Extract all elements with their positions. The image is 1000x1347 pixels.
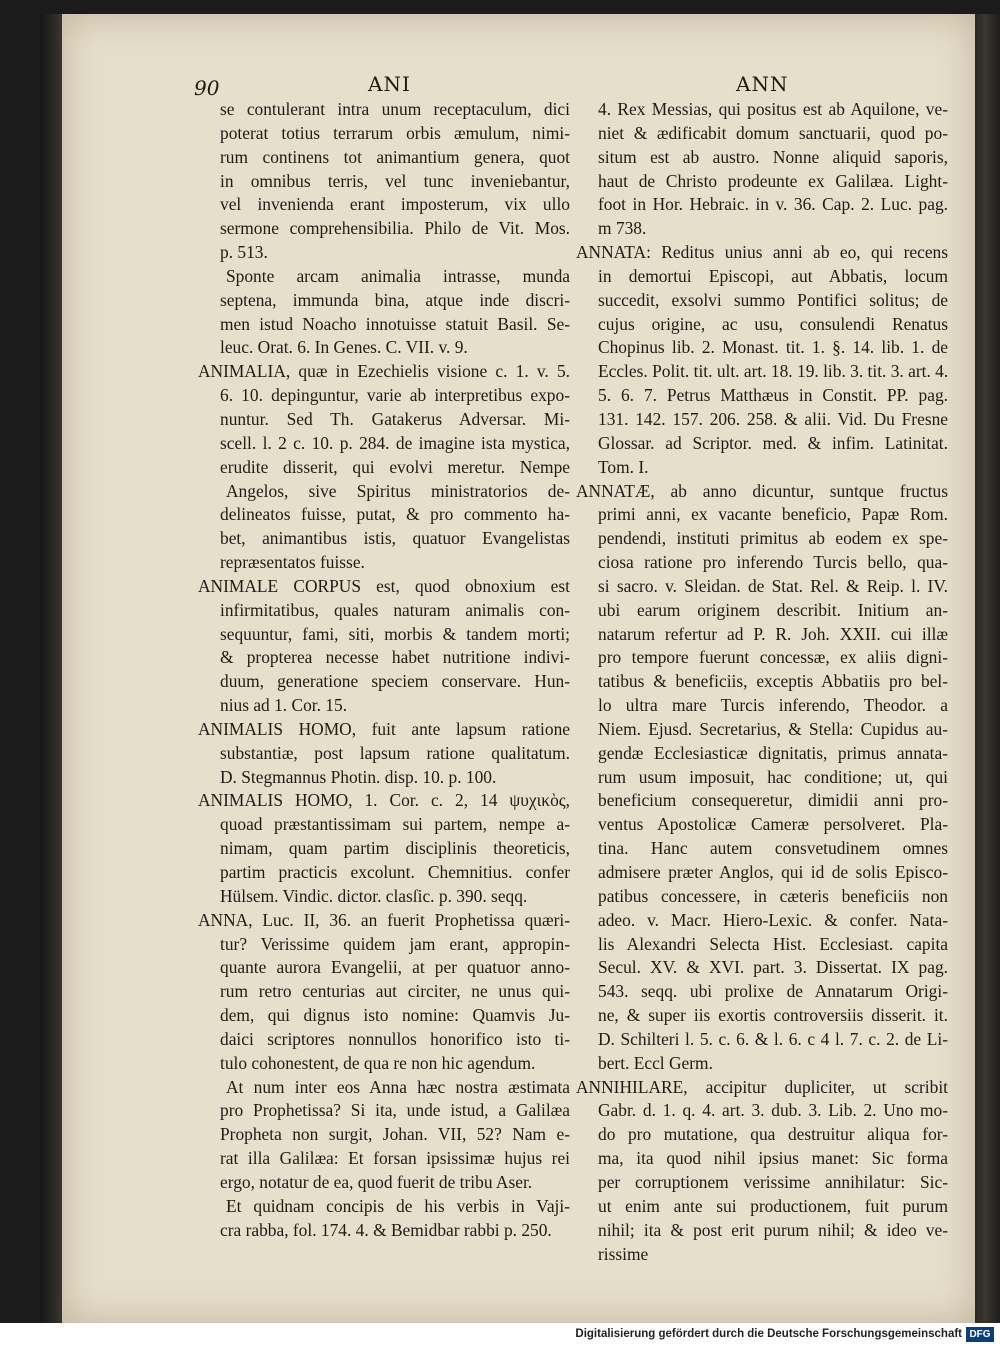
text-line: Et quidnam concipis de his verbis in Vaji-	[226, 1195, 570, 1216]
right-running-head: ANN	[736, 72, 789, 96]
text-line: Tom. I.	[598, 456, 649, 477]
text-line: Eccles. Polit. tit. ult. art. 18. 19. lib. 3. tit. 3. art. 4.	[598, 361, 948, 382]
book-gutter-shadow	[40, 14, 62, 1323]
text-line: delineatos fuisse, putat, & pro commento ha-	[220, 504, 570, 525]
text-line: se contulerant intra unum receptaculum, dici	[220, 99, 570, 119]
text-line: lo ultra mare Turcis inferendo, Theodor. a	[598, 695, 948, 716]
text-line: tur? Verissime quidem jam erant, appropin-	[220, 933, 570, 954]
text-line: D. Schilteri l. 5. c. 6. & l. 6. c 4 l. 7. c. 2. de Li-	[598, 1028, 948, 1049]
text-line: Niem. Ejusd. Secretarius, & Stella: Cupidus au-	[598, 718, 948, 739]
text-line: At num inter eos Anna hæc nostra æstimata	[226, 1076, 570, 1097]
right-text-column	[576, 98, 948, 1266]
text-line: Secul. XV. & XVI. part. 3. Dissertat. IX pag.	[598, 957, 948, 978]
text-line: Gabr. d. 1. q. 4. art. 3. dub. 3. Lib. 2. Uno mo-	[598, 1100, 948, 1121]
text-line: poterat totius terrarum orbis æmulum, nimi-	[220, 122, 570, 143]
text-line: ergo, notatur de ea, quod fuerit de tribu Aser.	[220, 1171, 533, 1192]
text-line: nimam, quam partim disciplinis theoreticis,	[220, 838, 570, 859]
text-line: Propheta non surgit, Johan. VII, 52? Nam e-	[220, 1124, 570, 1145]
text-line: men istud Noacho innotuisse statuit Basil. Se-	[220, 313, 570, 334]
text-line: ciosa ratione pro inferendo Turcis bello, qua-	[598, 552, 948, 573]
text-line: repræsentatos fuisse.	[220, 552, 365, 573]
text-line: rum retro centurias aut circiter, ne unus qui-	[220, 981, 570, 1002]
text-line: ventus Apostolicæ Cameræ persolveret. Pla-	[598, 814, 948, 835]
text-line: per corruptionem verissime annihilatur: Sic-	[598, 1171, 948, 1192]
text-line: pro tempore fuerunt concessæ, ex aliis digni-	[598, 647, 948, 668]
text-line: si sacro. v. Sleidan. de Stat. Rel. & Reip. l. IV.	[598, 575, 948, 596]
text-line: ANIMALIA, quæ in Ezechielis visione c. 1. v. 5.	[198, 361, 570, 382]
text-line: tatibus & beneficiis, exceptis Abbatiis pro bel-	[598, 671, 948, 692]
text-line: & propterea necesse habet nutritione indivi-	[220, 647, 570, 668]
text-line: bert. Eccl Germ.	[598, 1052, 713, 1073]
text-line: p. 513.	[220, 242, 268, 263]
text-line: ANNA, Luc. II, 36. an fuerit Prophetissa quæri-	[198, 909, 570, 930]
text-line: 5. 6. 7. Petrus Matthæus in Constit. PP. pag.	[598, 385, 948, 406]
digitization-footer	[0, 1323, 1000, 1347]
text-line: quoad præstantissimam sui partem, nempe a-	[220, 814, 570, 835]
text-line: tina. Hanc autem consvetudinem omnes	[598, 838, 948, 859]
text-line: m 738.	[598, 218, 647, 239]
page-number: 90	[194, 76, 220, 100]
text-line: gendæ Ecclesiasticæ dignitatis, primus annata-	[598, 742, 948, 763]
text-line: 543. seqq. ubi prolixe de Annatarum Origi-	[598, 981, 948, 1002]
text-line: Sponte arcam animalia intrasse, munda	[226, 265, 570, 286]
text-line: haut de Christo prodeunte ex Galilæa. Light-	[598, 170, 948, 191]
text-line: substantiæ, post lapsum ratione qualitatum.	[220, 742, 570, 763]
text-line: nihil; ita & post erit purum nihil; & ideo ve-	[598, 1219, 948, 1240]
text-line: vel invenienda erant imposterum, vix ullo	[220, 194, 570, 215]
text-line: ut enim ante sui productionem, fuit purum	[598, 1195, 948, 1216]
text-line: adeo. v. Macr. Hiero-Lexic. & confer. Nata-	[598, 909, 948, 930]
text-line: sermone comprehensibilia. Philo de Vit. Mos.	[220, 218, 570, 239]
text-line: Hülsem. Vindic. dictor. clasſic. p. 390. seqq.	[220, 885, 528, 906]
text-line: Chopinus lib. 2. Monast. tit. 1. §. 14. lib. 1. de	[598, 337, 948, 358]
text-line: do pro mutatione, qua destruitur aliqua for-	[598, 1124, 948, 1145]
text-line: D. Stegmannus Photin. disp. 10. p. 100.	[220, 766, 497, 787]
text-line: ANIMALE CORPUS est, quod obnoxium est	[198, 575, 570, 596]
text-line: in demortui Episcopi, aut Abbatis, locum	[598, 265, 948, 286]
text-line: sequuntur, fami, siti, morbis & tandem morti;	[220, 623, 570, 644]
text-line: 4. Rex Messias, qui positus est ab Aquilone, ve-	[598, 99, 948, 119]
text-line: ne, & super iis exortis controversiis disserit. it.	[598, 1005, 948, 1026]
text-line: tulo cohonestent, de qua re non hic agendum.	[220, 1052, 536, 1073]
text-line: rum continens tot animantium genera, quot	[220, 146, 570, 167]
text-line: in omnibus terris, vel tunc inveniebantur,	[220, 170, 570, 191]
text-line: Angelos, sive Spiritus ministratorios de-	[226, 480, 570, 501]
text-line: partim practicis excolunt. Chemnitius. confer	[220, 862, 570, 882]
text-line: quante aurora Evangelii, at per quatuor anno-	[220, 957, 570, 978]
text-line: septena, immunda bina, atque inde discri-	[220, 289, 570, 310]
text-line: ubi earum originem describit. Initium an-	[598, 599, 948, 620]
text-line: leuc. Orat. 6. In Genes. C. VII. v. 9.	[220, 337, 468, 358]
text-line: ANIMALIS HOMO, 1. Cor. c. 2, 14 ψυχικὸς,	[198, 790, 570, 811]
text-line: Glossar. ad Scriptor. med. & infim. Latinitat.	[598, 432, 948, 453]
text-line: beneficium consequeretur, dimidii anni pro-	[598, 790, 948, 811]
text-line: rum usum imposuit, hac conditione; ut, qui	[598, 766, 948, 787]
text-line: nuntur. Sed Th. Gatakerus Adversar. Mi-	[220, 408, 570, 429]
text-line: lis Alexandri Selecta Hist. Ecclesiast. capita	[598, 933, 948, 954]
text-line: daici scriptores nonnullos honorifico isto ti-	[220, 1028, 570, 1049]
text-line: foot in Hor. Hebraic. in v. 36. Cap. 2. Luc. pag.	[598, 194, 948, 215]
text-line: infirmitatibus, quales naturam animalis con-	[220, 599, 570, 620]
text-line: pendendi, instituti primitus ab eodem ex spe-	[598, 528, 948, 549]
text-line: bet, animantibus istis, quatuor Evangelistas	[220, 528, 570, 549]
text-line: duum, generatione speciem conservare. Hun-	[220, 671, 570, 692]
text-line: niet & ædificabit domum sanctuarii, quod po-	[598, 122, 948, 143]
text-line: dem, qui dignus isto nomine: Quamvis Ju-	[220, 1005, 570, 1026]
text-line: 6. 10. depinguntur, varie ab interpretibus expo-	[220, 385, 570, 406]
text-line: ANNIHILARE, accipitur dupliciter, ut scribit	[576, 1076, 948, 1097]
text-line: ANNATA: Reditus unius anni ab eo, qui recens	[576, 242, 948, 263]
text-line: primi anni, ex vacante beneficio, Papæ Rom.	[598, 504, 948, 525]
text-line: rissime	[598, 1243, 649, 1264]
left-text-column	[198, 98, 570, 1243]
text-line: admisere præter Anglos, qui id de solis Episco-	[598, 862, 948, 882]
text-line: natarum refertur ad P. R. Joh. XXII. cui illæ	[598, 623, 948, 644]
text-line: 131. 142. 157. 206. 258. & alii. Vid. Du Fresne	[598, 408, 948, 429]
text-line: nius ad 1. Cor. 15.	[220, 695, 348, 716]
footer-credit: Digitalisierung gefördert durch die Deutsche Forschungsgemeinschaft	[575, 1328, 962, 1340]
book-edge	[975, 14, 1000, 1323]
text-line: situm est ab austro. Nonne aliquid saporis,	[598, 146, 948, 167]
text-line: patibus concessere, in cæteris beneficiis non	[598, 885, 948, 906]
text-line: ANNATÆ, ab anno dicuntur, suntque fructus	[576, 480, 948, 501]
dfg-logo: DFG	[966, 1327, 994, 1342]
left-running-head: ANI	[368, 72, 411, 96]
text-line: cujus origine, ac usu, consulendi Renatus	[598, 313, 948, 334]
text-line: rat illa Galilæa: Et forsan ipsissimæ hujus rei	[220, 1148, 570, 1169]
text-line: cra rabba, fol. 174. 4. & Bemidbar rabbi p. 250.	[220, 1219, 552, 1240]
text-line: ANIMALIS HOMO, fuit ante lapsum ratione	[198, 718, 570, 739]
text-line: scell. l. 2 c. 10. p. 284. de imagine ista mystica,	[220, 432, 570, 453]
text-line: succedit, exsolvi summo Pontifici solitus; de	[598, 289, 948, 310]
text-line: pro Prophetissa? Si ita, unde istud, a Galilæa	[220, 1100, 570, 1121]
text-line: ma, ita quod nihil ipsius manet: Sic forma	[598, 1148, 948, 1169]
text-line: erudite disserit, qui evolvi meretur. Nempe	[220, 456, 570, 477]
